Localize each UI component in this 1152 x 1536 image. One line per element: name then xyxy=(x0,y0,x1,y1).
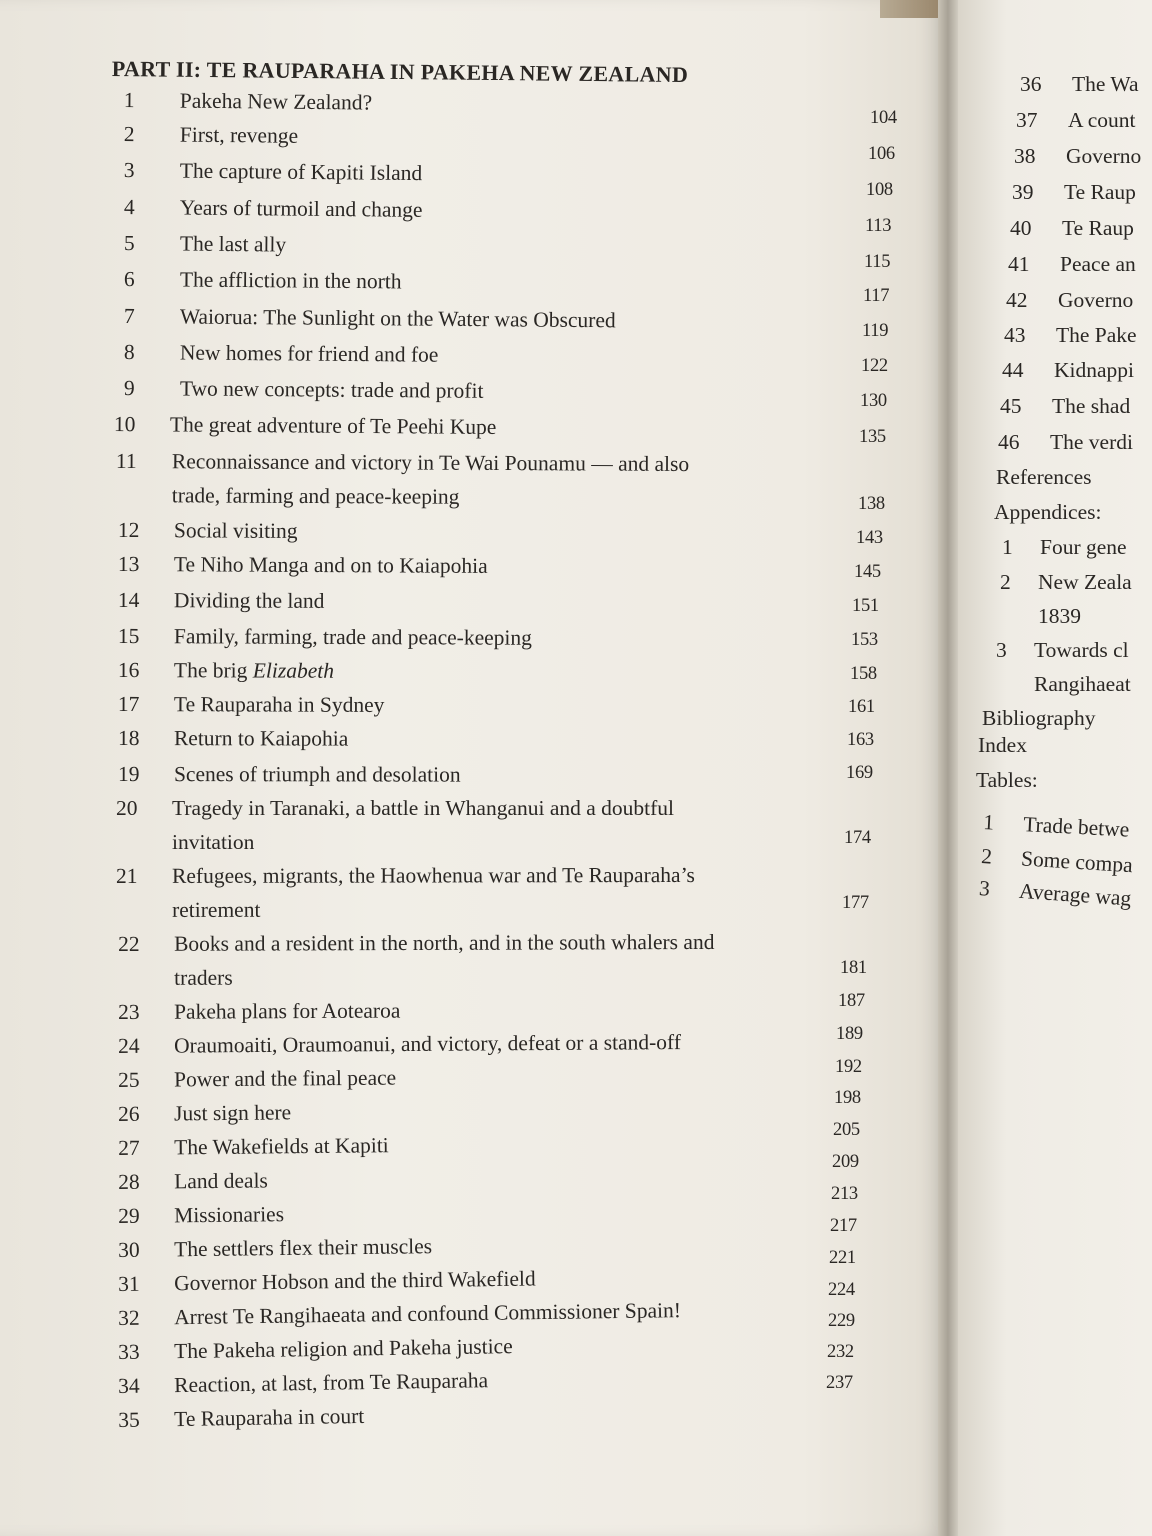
chapter-title xyxy=(174,1030,681,1059)
chapter-title xyxy=(174,1202,284,1228)
chapter-title-text: Oraumoaiti, Oraumoanui, and victory, defeat or a stand-off xyxy=(173,1030,682,1058)
chapter-title xyxy=(174,1368,488,1398)
page-number: 161 xyxy=(848,697,875,717)
chapter-title-text: The great adventure of Te Peehi Kupe xyxy=(169,412,497,440)
chapter-title xyxy=(174,658,334,684)
page-number: 198 xyxy=(834,1088,861,1108)
right-page xyxy=(958,0,1152,1536)
chapter-title-text: Reconnaissance and victory in Te Wai Pounamu — and also xyxy=(171,449,690,477)
chapter-title-text: Scenes of triumph and desolation xyxy=(173,762,461,787)
chapter-number: 20 xyxy=(116,796,138,820)
chapter-title-text: The affliction in the north xyxy=(179,267,402,294)
chapter-number: 11 xyxy=(115,449,137,474)
chapter-title-text: Reaction, at last, from Te Rauparaha xyxy=(173,1368,489,1398)
chapter-title-text: The Pakeha religion and Pakeha justice xyxy=(173,1334,513,1364)
chapter-title-text: The capture of Kapiti Island xyxy=(179,158,423,186)
chapter-title xyxy=(174,518,298,544)
chapter-title xyxy=(174,552,488,579)
chapter-number: 42 xyxy=(1006,288,1028,312)
chapter-number: 7 xyxy=(123,304,135,329)
chapter-title-text: Just sign here xyxy=(173,1100,292,1126)
chapter-title: The Wa xyxy=(1072,72,1139,96)
chapter-title xyxy=(174,762,461,788)
chapter-number: 35 xyxy=(118,1407,140,1432)
page-number: 163 xyxy=(847,730,874,750)
chapter-number: 3 xyxy=(123,158,135,183)
chapter-title: The verdi xyxy=(1050,430,1133,454)
appendix-title: New Zeala xyxy=(1038,570,1132,594)
chapter-number: 39 xyxy=(1012,180,1034,204)
chapter-number: 16 xyxy=(117,658,140,683)
chapter-title-italic: Elizabeth xyxy=(252,658,335,683)
chapter-title xyxy=(180,196,423,223)
chapter-title xyxy=(172,796,674,821)
page-number: 122 xyxy=(861,356,888,376)
chapter-title xyxy=(174,1100,291,1126)
chapter-title-text: Land deals xyxy=(173,1168,268,1194)
page-number: 187 xyxy=(838,991,865,1011)
chapter-title-text: Dividing the land xyxy=(173,588,325,613)
chapter-number: 10 xyxy=(113,412,136,437)
chapter-title: Peace an xyxy=(1060,252,1136,276)
chapter-number: 1 xyxy=(123,88,135,113)
chapter-number: 8 xyxy=(123,340,135,365)
page-number: 217 xyxy=(830,1216,857,1236)
chapter-title-text: New homes for friend and foe xyxy=(179,340,439,367)
chapter-title xyxy=(174,1267,536,1297)
chapter-number: 9 xyxy=(123,376,135,401)
chapter-number: 23 xyxy=(118,999,140,1024)
page-number: 113 xyxy=(865,216,892,236)
chapter-title-text: Refugees, migrants, the Haowhenua war and Te Rauparaha’s xyxy=(171,862,695,888)
chapter-number: 2 xyxy=(123,122,135,147)
chapter-title xyxy=(174,999,400,1025)
chapter-title-text: The brig xyxy=(173,658,253,683)
chapter-number: 21 xyxy=(116,863,138,888)
page-number: 158 xyxy=(850,664,877,684)
table-title: Average wag xyxy=(1018,878,1133,911)
chapter-title xyxy=(180,376,484,403)
chapter-title: The Pake xyxy=(1056,323,1137,347)
chapter-title-text: Arrest Te Rangihaeata and confound Commissioner Spain! xyxy=(173,1298,682,1330)
chapter-title xyxy=(174,1234,432,1262)
chapter-number: 27 xyxy=(118,1135,140,1160)
chapter-title xyxy=(172,863,695,889)
page-number: 151 xyxy=(852,596,879,616)
chapter-title xyxy=(174,1133,389,1160)
page-number: 169 xyxy=(846,763,873,783)
chapter-title xyxy=(180,159,423,187)
table-number: 3 xyxy=(978,876,991,901)
page-number: 130 xyxy=(860,391,887,411)
page-number: 213 xyxy=(831,1184,858,1204)
chapter-number: 6 xyxy=(123,267,135,292)
chapter-title: Te Raup xyxy=(1062,216,1134,240)
chapter-number: 28 xyxy=(118,1169,140,1194)
page-number: 174 xyxy=(844,828,871,848)
chapter-number: 29 xyxy=(118,1203,140,1228)
chapter-title xyxy=(180,89,372,116)
chapter-number: 40 xyxy=(1010,216,1032,240)
chapter-number: 24 xyxy=(118,1033,140,1058)
chapter-title xyxy=(174,1168,268,1194)
chapter-title-text: The Wakefields at Kapiti xyxy=(173,1133,389,1160)
chapter-number: 4 xyxy=(123,195,135,220)
chapter-title xyxy=(174,726,348,751)
appendix-title-continuation: Rangihaeat xyxy=(1034,672,1131,696)
page-number: 108 xyxy=(866,180,893,200)
appendices-label: Appendices: xyxy=(994,500,1102,524)
chapter-number: 18 xyxy=(117,726,140,751)
page-number: 153 xyxy=(851,630,878,650)
chapter-number: 19 xyxy=(117,762,140,787)
page-number: 138 xyxy=(858,494,885,514)
chapter-title-text: Return to Kaiapohia xyxy=(173,726,349,751)
chapter-number: 34 xyxy=(118,1373,140,1398)
chapter-title-text: Governor Hobson and the third Wakefield xyxy=(173,1266,536,1296)
page-number: 135 xyxy=(859,427,886,447)
chapter-number: 12 xyxy=(117,518,140,543)
chapter-number: 31 xyxy=(118,1271,140,1296)
appendix-number: 2 xyxy=(1000,570,1011,594)
chapter-title-continuation: trade, farming and peace-keeping xyxy=(171,483,460,509)
chapter-title: Te Raup xyxy=(1064,180,1136,204)
chapter-number: 38 xyxy=(1014,144,1036,168)
page-number: 104 xyxy=(870,108,897,128)
page-number: 209 xyxy=(832,1152,859,1172)
table-number: 1 xyxy=(982,810,995,835)
index-entry: Index xyxy=(978,733,1027,757)
chapter-title-text: Family, farming, trade and peace-keeping xyxy=(173,624,532,650)
chapter-title xyxy=(180,123,298,149)
page-number: 143 xyxy=(856,528,883,548)
chapter-title-text: Books and a resident in the north, and in the south whalers and xyxy=(173,929,715,956)
chapter-number: 46 xyxy=(998,430,1020,454)
chapter-title xyxy=(174,588,325,614)
chapter-title-continuation: invitation xyxy=(172,830,255,854)
chapter-number: 17 xyxy=(117,692,140,717)
appendix-title-continuation: 1839 xyxy=(1038,604,1081,628)
page-number: 232 xyxy=(827,1342,854,1362)
chapter-number: 41 xyxy=(1008,252,1030,276)
chapter-number: 43 xyxy=(1004,323,1026,347)
chapter-number: 36 xyxy=(1020,72,1042,96)
chapter-number: 33 xyxy=(118,1339,140,1364)
page-number: 177 xyxy=(842,893,869,913)
chapter-title-text: The settlers flex their muscles xyxy=(173,1234,433,1262)
bibliography-entry: Bibliography xyxy=(982,706,1096,730)
chapter-title xyxy=(180,304,616,333)
chapter-title xyxy=(180,267,402,294)
page-number: 119 xyxy=(862,321,889,341)
page-number: 229 xyxy=(828,1311,855,1331)
table-title: Trade betwe xyxy=(1022,812,1130,842)
page-number: 117 xyxy=(863,286,890,306)
page-number: 205 xyxy=(833,1120,860,1140)
chapter-number: 5 xyxy=(123,231,135,256)
references-entry: References xyxy=(996,465,1092,489)
appendix-number: 1 xyxy=(1002,535,1013,559)
chapter-title-continuation: retirement xyxy=(172,897,261,922)
chapter-title-text: Social visiting xyxy=(173,518,298,543)
chapter-number: 32 xyxy=(118,1305,140,1330)
chapter-number: 13 xyxy=(117,552,140,577)
page-number: 181 xyxy=(840,958,867,978)
chapter-number: 14 xyxy=(117,588,140,613)
chapter-title xyxy=(170,412,497,440)
table-title: Some compa xyxy=(1020,846,1134,878)
chapter-title: Governo xyxy=(1066,144,1142,168)
page-number: 224 xyxy=(828,1280,855,1300)
chapter-number: 25 xyxy=(118,1067,140,1092)
page-number: 221 xyxy=(829,1248,856,1268)
chapter-number: 30 xyxy=(118,1237,140,1262)
chapter-title xyxy=(174,1404,365,1432)
chapter-title-text: Pakeha New Zealand? xyxy=(179,88,373,115)
chapter-title xyxy=(174,930,714,957)
chapter-title: A count xyxy=(1068,108,1136,132)
chapter-title-text: Power and the final peace xyxy=(173,1065,397,1092)
chapter-title xyxy=(174,1334,513,1364)
chapter-title-text: Missionaries xyxy=(173,1202,285,1228)
page-number: 115 xyxy=(864,252,891,272)
page-number: 237 xyxy=(826,1373,853,1393)
book-gutter xyxy=(938,0,960,1536)
chapter-number: 22 xyxy=(118,931,140,956)
chapter-number: 37 xyxy=(1016,108,1038,132)
chapter-title xyxy=(172,449,689,477)
chapter-number: 26 xyxy=(118,1101,140,1126)
appendix-title: Towards cl xyxy=(1034,638,1129,662)
tables-label: Tables: xyxy=(976,768,1038,792)
chapter-title xyxy=(174,624,532,651)
chapter-title-text: Pakeha plans for Aotearoa xyxy=(173,998,401,1024)
chapter-title-text: Years of turmoil and change xyxy=(179,195,423,222)
chapter-title-text: Two new concepts: trade and profit xyxy=(179,376,484,403)
appendix-number: 3 xyxy=(996,638,1007,662)
chapter-title: Governo xyxy=(1058,288,1134,312)
page-number: 145 xyxy=(854,562,881,582)
part-heading: PART II: TE RAUPARAHA IN PAKEHA NEW ZEALAND xyxy=(111,56,689,88)
chapter-title: Kidnappi xyxy=(1054,358,1135,382)
chapter-title xyxy=(174,1066,396,1093)
chapter-title xyxy=(174,692,385,718)
chapter-title xyxy=(180,232,287,258)
chapter-title xyxy=(180,340,439,367)
chapter-number: 45 xyxy=(1000,394,1022,418)
chapter-title-continuation: traders xyxy=(174,965,233,990)
chapter-number: 44 xyxy=(1002,358,1024,382)
chapter-title-text: Te Niho Manga and on to Kaiapohia xyxy=(173,552,488,578)
appendix-title: Four gene xyxy=(1040,535,1127,559)
chapter-title-text: Tragedy in Taranaki, a battle in Whanganui and a doubtful xyxy=(172,796,675,820)
chapter-title-text: Te Rauparaha in court xyxy=(173,1403,365,1432)
chapter-title-text: First, revenge xyxy=(179,122,299,148)
chapter-title-text: Waiorua: The Sunlight on the Water was Obscured xyxy=(179,304,616,333)
chapter-title-text: Te Rauparaha in Sydney xyxy=(173,692,385,717)
table-number: 2 xyxy=(980,844,993,869)
page-number: 192 xyxy=(835,1057,862,1077)
chapter-title: The shad xyxy=(1052,394,1131,418)
chapter-title-text: The last ally xyxy=(179,231,287,257)
page-number: 189 xyxy=(836,1024,863,1044)
page-number: 106 xyxy=(868,144,895,164)
chapter-number: 15 xyxy=(117,624,140,649)
